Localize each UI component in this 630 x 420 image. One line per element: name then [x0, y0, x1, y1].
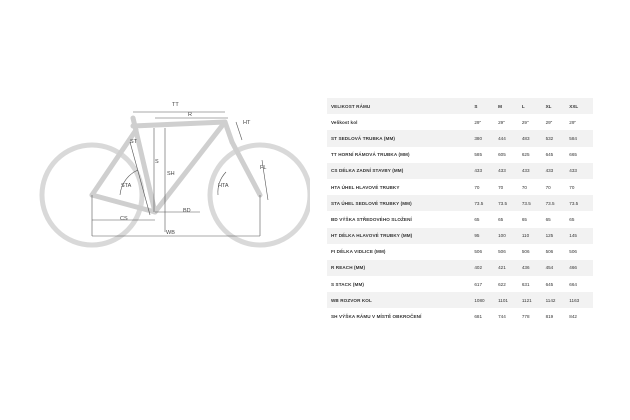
table-row: [327, 276, 593, 292]
table-cell: 1080: [474, 297, 485, 303]
table-row: [327, 228, 593, 244]
sta-label: STA: [121, 183, 132, 189]
table-row: [327, 308, 593, 324]
header-xxl: XXL: [569, 103, 579, 109]
table-cell: 65: [498, 216, 504, 222]
header-s: S: [474, 103, 478, 109]
table-cell: 664: [569, 281, 577, 287]
row-label: S STACK (MM): [331, 281, 365, 287]
table-cell: 842: [569, 314, 577, 320]
fl-label: FL: [260, 165, 267, 171]
table-cell: 73.5: [545, 200, 555, 206]
table-cell: 29": [521, 119, 529, 125]
table-cell: 433: [474, 168, 483, 174]
table-cell: 29": [498, 119, 505, 125]
table-cell: 622: [498, 281, 506, 287]
table-cell: 145: [569, 233, 577, 239]
table-cell: 433: [569, 168, 577, 174]
table-cell: 819: [545, 314, 554, 320]
table-cell: 778: [521, 314, 530, 320]
table-cell: 421: [498, 265, 506, 271]
tt-label: TT: [172, 102, 179, 108]
bd-label: BD: [183, 208, 191, 214]
header-frame-size: VELIKOST RÁMU: [331, 103, 371, 109]
table-row: [327, 195, 593, 211]
ht-label: HT: [243, 120, 251, 126]
bike-frame-drawing: [0, 0, 310, 420]
table-cell: 617: [474, 281, 483, 287]
table-row: [327, 244, 593, 260]
header-xl: XL: [545, 103, 552, 109]
table-header-row: [327, 98, 593, 114]
table-cell: 433: [545, 168, 554, 174]
hta-label: HTA: [218, 183, 229, 189]
table-row: [327, 163, 593, 179]
table-cell: 584: [569, 135, 577, 141]
table-row: [327, 211, 593, 227]
table-cell: 1101: [498, 297, 508, 303]
table-cell: 506: [474, 249, 483, 255]
table-cell: 65: [521, 216, 527, 222]
header-l: L: [521, 103, 525, 109]
table-cell: 29": [474, 119, 482, 125]
table-cell: 483: [521, 135, 530, 141]
row-label: TT HORNÍ RÁMOVÁ TRUBKA (MM): [331, 152, 410, 158]
table-cell: 65: [545, 216, 551, 222]
table-row: [327, 147, 593, 163]
table-cell: 444: [498, 135, 506, 141]
bike-geometry-diagram: [0, 0, 310, 420]
table-cell: 402: [474, 265, 483, 271]
table-cell: 506: [498, 249, 506, 255]
table-cell: 95: [474, 233, 480, 239]
table-cell: 73.5: [521, 200, 531, 206]
table-row: [327, 179, 593, 195]
row-label: ST SEDLOVÁ TRUBKA (MM): [331, 135, 396, 141]
table-cell: 433: [521, 168, 530, 174]
table-cell: 70: [521, 184, 527, 190]
table-cell: 70: [474, 184, 480, 190]
table-cell: 110: [521, 233, 530, 239]
row-label: HTA ÚHEL HLAVOVÉ TRUBKY: [331, 184, 400, 190]
table-cell: 29": [545, 119, 553, 125]
down-tube: [155, 122, 225, 212]
head-tube: [225, 122, 232, 142]
table-cell: 744: [498, 314, 506, 320]
row-label: BD VÝŠKA STŘEDOVÉHO SLOŽENÍ: [331, 216, 412, 222]
sh-label: SH: [167, 171, 175, 177]
table-cell: 70: [545, 184, 551, 190]
row-label: FI DÉLKA VIDLICE (MM): [331, 249, 386, 255]
header-m: M: [498, 103, 502, 109]
table-cell: 65: [474, 216, 480, 222]
row-label: HT DÉLKA HLAVOVÉ TRUBKY (MM): [331, 233, 413, 239]
table-cell: 532: [545, 135, 554, 141]
table-cell: 433: [498, 168, 506, 174]
table-cell: 380: [474, 135, 483, 141]
row-label: WB ROZVOR KOL: [331, 297, 372, 303]
top-tube: [133, 122, 225, 126]
table-cell: 73.5: [474, 200, 484, 206]
table-cell: 645: [545, 152, 554, 158]
r-label: R: [188, 112, 192, 118]
wb-label: WB: [166, 230, 175, 236]
frame: [92, 118, 260, 212]
st-label: ST: [130, 139, 138, 145]
dimension-lines: [92, 112, 268, 236]
table-row: [327, 114, 593, 130]
row-label: R REACH (MM): [331, 265, 366, 271]
table-cell: 73.5: [569, 200, 579, 206]
table-cell: 1163: [569, 297, 580, 303]
s-label: S: [155, 159, 159, 165]
table-cell: 100: [498, 233, 506, 239]
table-cell: 436: [521, 265, 530, 271]
table-cell: 1121: [521, 297, 532, 303]
fork: [232, 142, 260, 195]
table-cell: 65: [569, 216, 575, 222]
table-cell: 1142: [545, 297, 556, 303]
table-cell: 506: [569, 249, 577, 255]
table-cell: 665: [569, 152, 577, 158]
row-label: SH VÝŠKA RÁMU V MÍSTĚ OBKROČENÍ: [331, 314, 422, 320]
table-cell: 585: [474, 152, 483, 158]
table-cell: 645: [545, 281, 554, 287]
table-cell: 631: [521, 281, 530, 287]
table-cell: 70: [498, 184, 504, 190]
table-cell: 466: [569, 265, 577, 271]
table-row: [327, 292, 593, 308]
table-cell: 506: [521, 249, 530, 255]
row-label: Velikost kol: [331, 119, 358, 125]
table-row: [327, 260, 593, 276]
table-cell: 681: [474, 314, 483, 320]
table-cell: 73.5: [498, 200, 508, 206]
table-cell: 29": [569, 119, 577, 125]
table-cell: 70: [569, 184, 575, 190]
table-cell: 125: [545, 233, 554, 239]
table-cell: 506: [545, 249, 554, 255]
table-cell: 605: [498, 152, 506, 158]
geometry-table: [327, 98, 593, 325]
chain-stay: [92, 195, 155, 212]
row-label: CS DÉLKA ZADNÍ STAVBY (MM): [331, 168, 404, 174]
table-cell: 454: [545, 265, 554, 271]
table-cell: 625: [521, 152, 530, 158]
row-label: STA ÚHEL SEDLOVÉ TRUBKY (MM): [331, 200, 412, 206]
table-row: [327, 130, 593, 146]
cs-label: CS: [120, 216, 128, 222]
